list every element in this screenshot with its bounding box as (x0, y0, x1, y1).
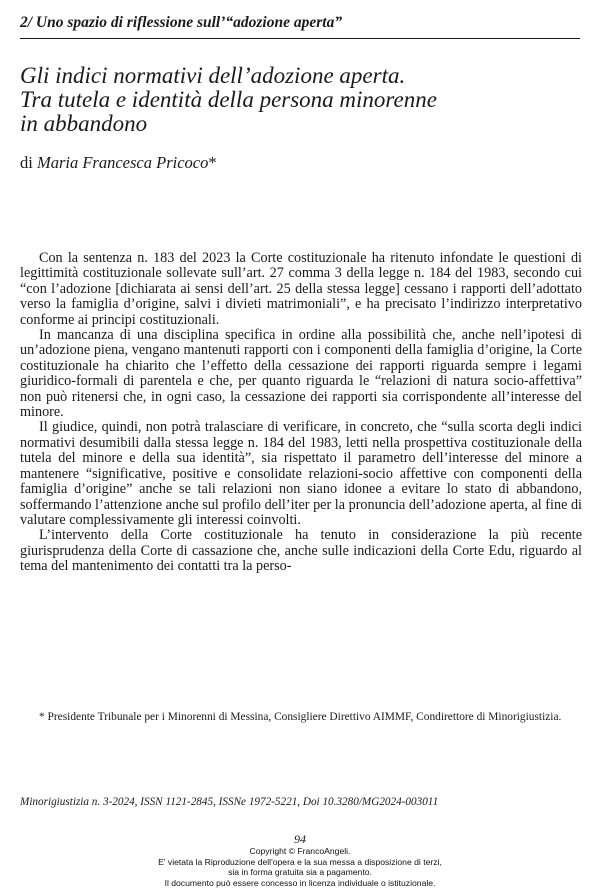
author-footnote: * Presidente Tribunale per i Minorenni di Messina, Consigliere Direttivo AIMMF, Condirettore di Minorigiustizia. (39, 711, 562, 723)
copyright-line: Il documento può essere concesso in licenza individuale o istituzionale. (164, 877, 436, 888)
body-paragraph: L’intervento della Corte costituzionale ha tenuto in considerazione la più recente giurisprudenza della Corte di cassazione che, anche sulle indicazioni della Corte Edu, riguardo al tema del mantenimento dei contatti tra la perso- (20, 527, 582, 575)
body-paragraph: Con la sentenza n. 183 del 2023 la Corte costituzionale ha ritenuto infondate le questioni di legittimità costituzionale sollevate sull’art. 27 comma 3 della legge n. 184 del 1983, secondo cui “con l’adozione [dichiarata ai sensi dell’art. 25 della stessa legge] cessano i rapporti dell’adottato verso la famiglia d’origine, salvi i divieti matrimoniali”, e ha precisato l’indirizzo interpretativo conforme ai principi costituzionali. (20, 250, 582, 328)
copyright-line: Copyright © FrancoAngeli. (249, 846, 351, 856)
copyright-line: E' vietata la Riproduzione dell'opera e la sua messa a disposizione di terzi, (158, 856, 442, 867)
byline-prefix: di (20, 153, 37, 172)
article-body (20, 251, 582, 575)
journal-citation: Minorigiustizia n. 3-2024, ISSN 1121-2845, ISSNe 1972-5221, Doi 10.3280/MG2024-003011 (20, 796, 439, 808)
title-line: Tra tutela e identità della persona minorenne (20, 87, 437, 112)
byline (20, 153, 217, 173)
body-paragraph: In mancanza di una disciplina specifica in ordine alla possibilità che, anche nell’ipotesi di un’adozione piena, vengano mantenuti rapporti con i componenti della famiglia d’origine, la Corte costituzionale ha chiarito che l’effetto della cessazione dei rapporti riguarda sempre i legami giuridico-formali di parentela e che, per quanto riguarda le “relazioni di natura socio-affettiva” non può ritenersi che, in ogni caso, la cessazione dei rapporti sia corrispondente all’interesse del minore. (20, 327, 582, 421)
author-footnote-mark: * (208, 153, 217, 172)
copyright-notice (0, 846, 600, 888)
author-name: Maria Francesca Pricoco (36, 153, 209, 172)
body-paragraph: Il giudice, quindi, non potrà tralasciare di verificare, in concreto, che “sulla scorta degli indici normativi desumibili dalla stessa legge n. 184 del 1983, letti nella prospettiva costituzionale della tutela del minore e della sua identità”, sia rispettato il parametro dell’interesse del minore a mantenere “significative, positive e consolidate relazioni-socio affettive con componenti della famiglia d’origine” anche se tali relazioni non siano idonee a evitare lo stato di abbandono, soffermando l’attenzione anche sul profilo dell’iter per la pronuncia dell’adozione aperta, al fine di valutare complessivamente gli interessi coinvolti. (20, 419, 582, 528)
page-number: 94 (294, 832, 306, 846)
title-line: in abbandono (20, 111, 148, 136)
title-line: Gli indici normativi dell’adozione aperta. (20, 63, 406, 88)
copyright-line: sia in forma gratuita sia a pagamento. (228, 867, 372, 878)
article-title (20, 64, 580, 136)
section-header: 2/ Uno spazio di riflessione sull’“adozione aperta” (20, 14, 580, 39)
